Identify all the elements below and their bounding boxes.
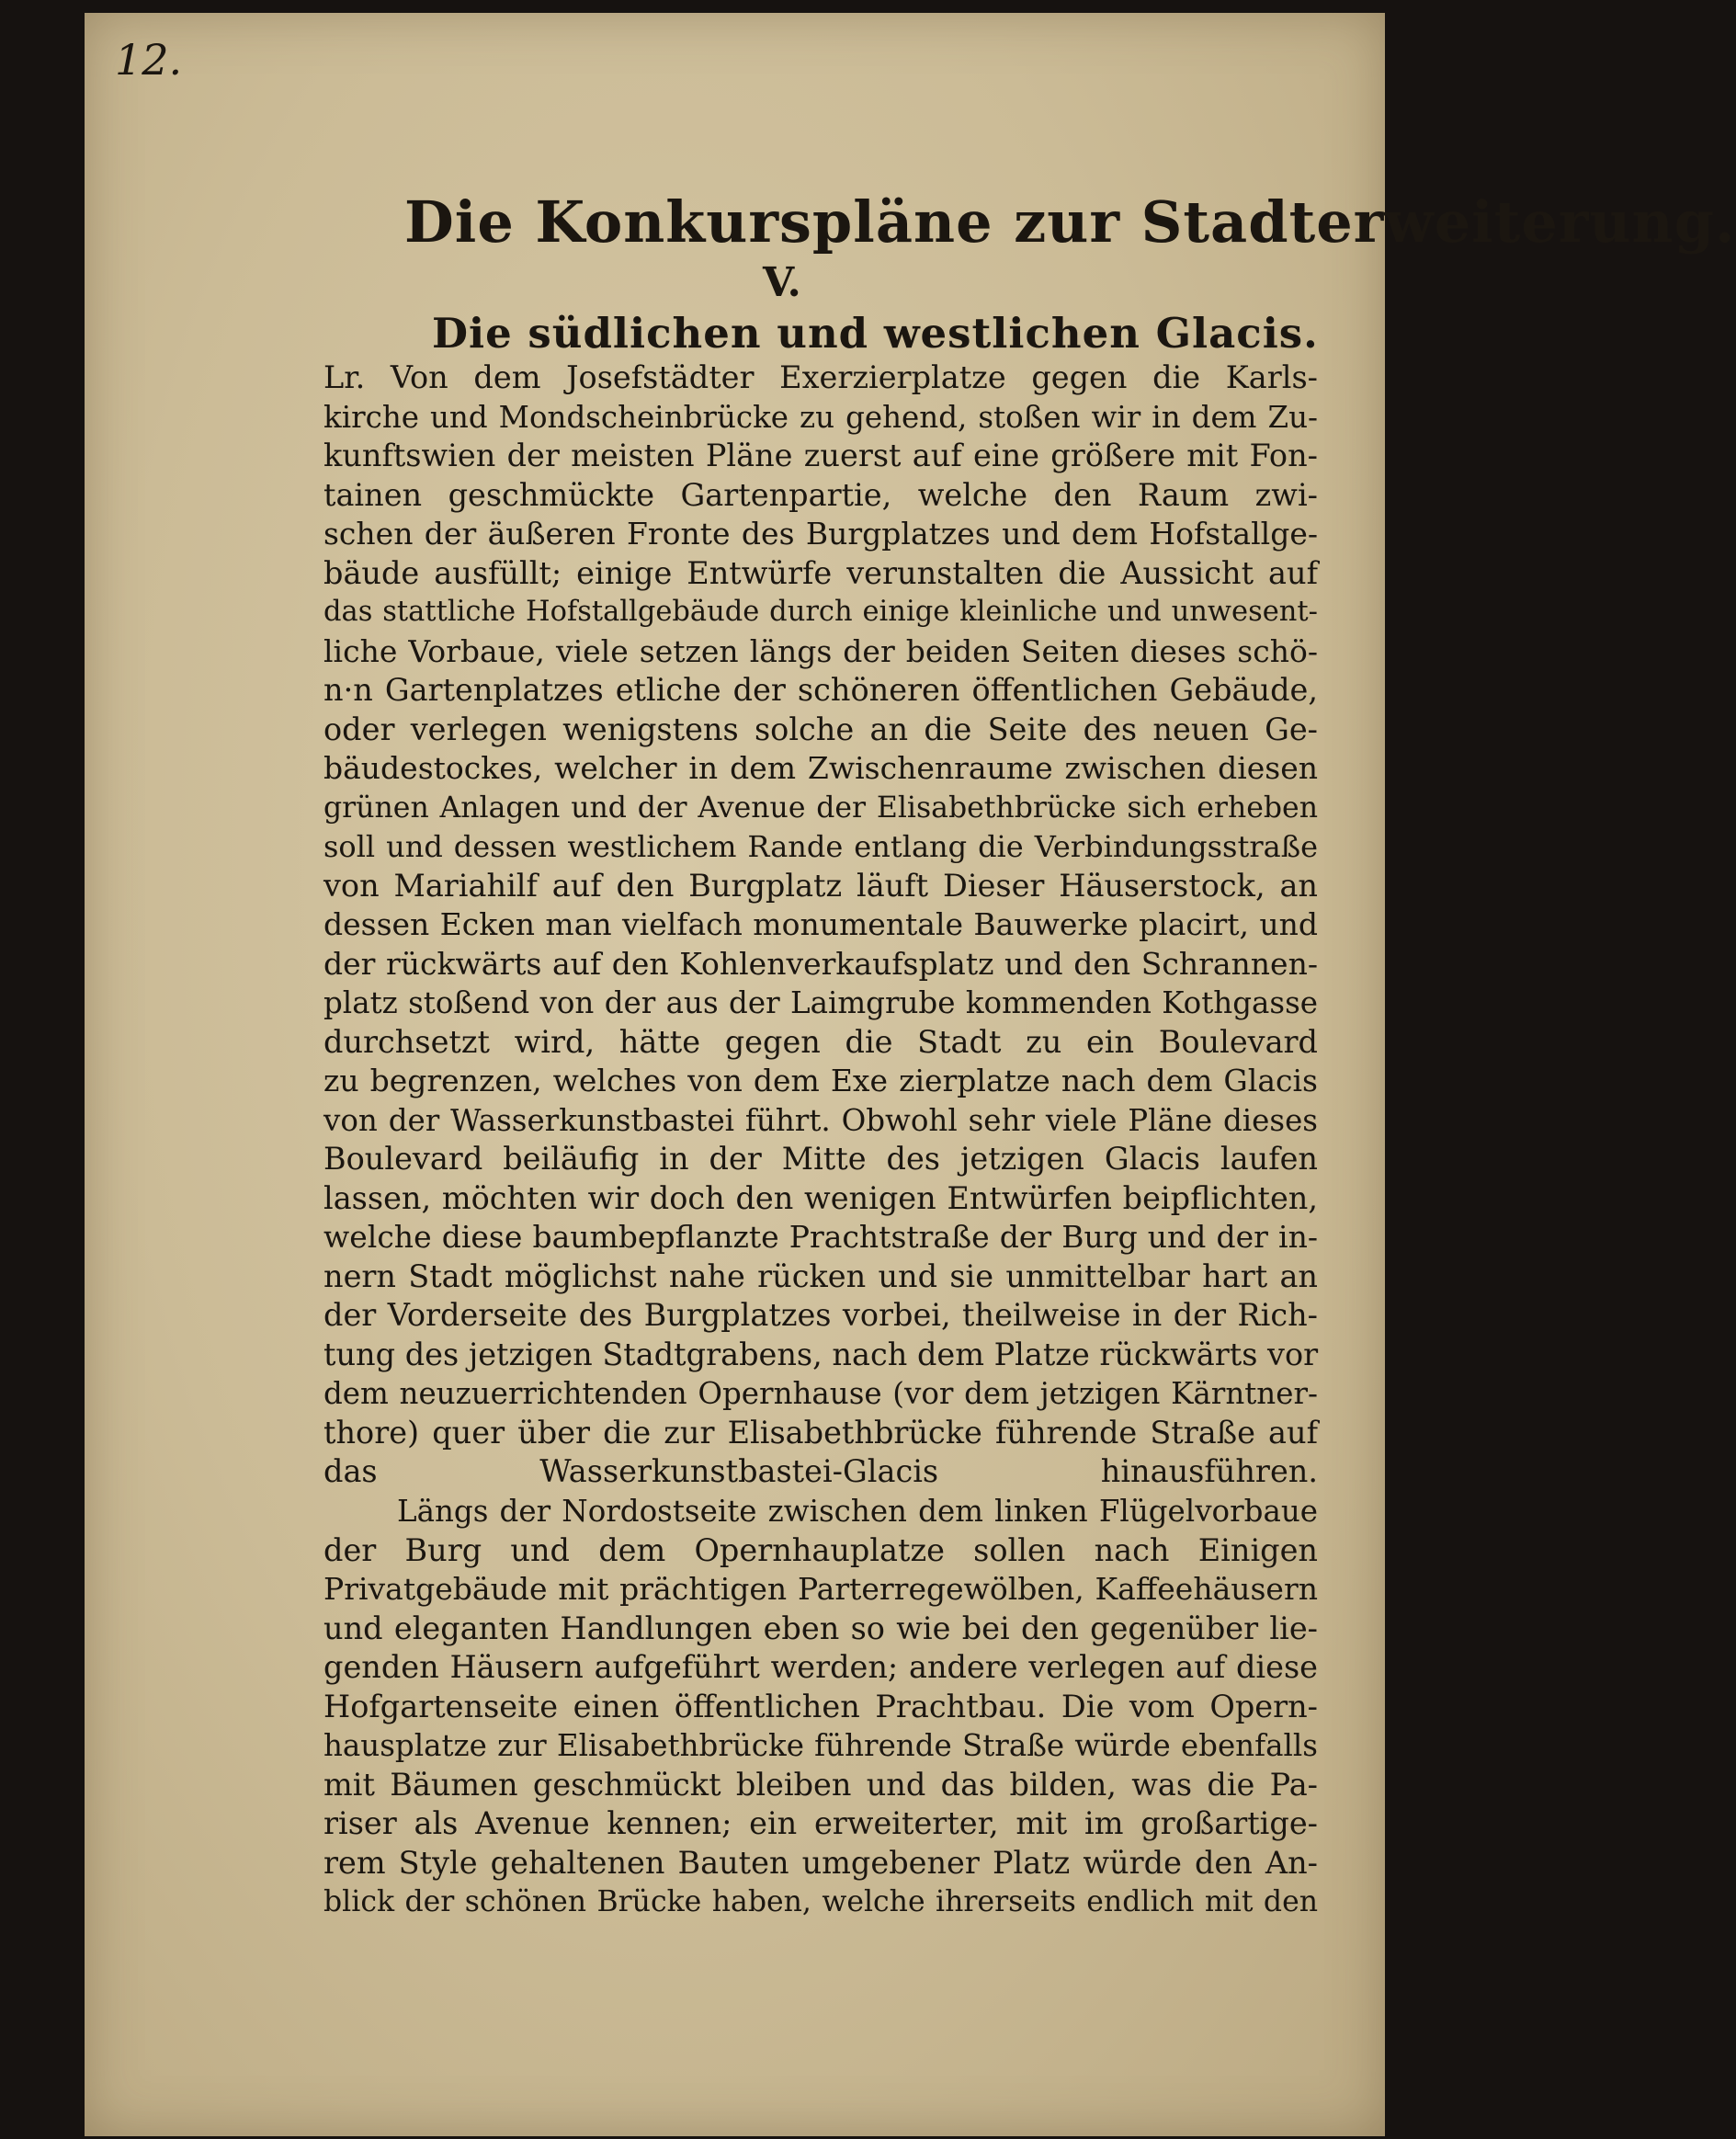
text-line: grünen Anlagen und der Avenue der Elisabethbrücke sich erheben	[323, 791, 1318, 825]
text-line: kirche und Mondscheinbrücke zu gehend, stoßen wir in dem Zu-	[323, 399, 1318, 435]
text-line: der Vorderseite des Burgplatzes vorbei, theilweise in der Rich-	[323, 1297, 1318, 1333]
text-line: lassen, möchten wir doch den wenigen Entwürfen beipflichten,	[323, 1179, 1318, 1216]
text-line: Boulevard beiläufig in der Mitte des jetzigen Glacis laufen	[323, 1141, 1318, 1177]
text-line: durchsetzt wird, hätte gegen die Stadt zu ein Boulevard	[323, 1023, 1318, 1060]
text-line: der Burg und dem Opernhauplatze sollen nach Einigen	[323, 1531, 1318, 1568]
text-line: schen der äußeren Fronte des Burgplatzes und dem Hofstallge-	[323, 516, 1318, 552]
text-line: tainen geschmückte Gartenpartie, welche den Raum zwi-	[323, 476, 1318, 513]
text-line: oder verlegen wenigstens solche an die Seite des neuen Ge-	[323, 711, 1318, 747]
text-line: das stattliche Hofstallgebäude durch einige kleinliche und unwesent-	[323, 596, 1318, 628]
text-line: mit Bäumen geschmückt bleiben und das bilden, was die Pa-	[323, 1766, 1318, 1803]
paragraph-2	[323, 1492, 1318, 1922]
text-line: von Mariahilf auf den Burgplatz läuft Dieser Häuserstock, an	[323, 867, 1318, 904]
text-line: zu begrenzen, welches von dem Exe zierplatze nach dem Glacis	[323, 1063, 1318, 1098]
text-line: tung des jetzigen Stadtgrabens, nach dem Platze rückwärts vor	[323, 1336, 1319, 1372]
text-line: und eleganten Handlungen eben so wie bei den gegenüber lie-	[323, 1610, 1318, 1646]
text-line: genden Häusern aufgeführt werden; andere verlegen auf diese	[323, 1649, 1318, 1685]
text-line: thore) quer über die zur Elisabethbrücke führende Straße auf	[323, 1414, 1318, 1451]
text-line: platz stoßend von der aus der Laimgrube kommenden Kothgasse	[323, 985, 1318, 1020]
text-line: von der Wasserkunstbastei führt. Obwohl sehr viele Pläne dieses	[323, 1102, 1318, 1138]
article-subtitle: Die südlichen und westlichen Glacis.	[432, 309, 1319, 358]
text-line: nern Stadt möglichst nahe rücken und sie unmittelbar hart an	[323, 1257, 1318, 1294]
text-line: n·n Gartenplatzes etliche der schöneren öffentlichen Gebäude,	[323, 672, 1318, 708]
article-title: Die Konkurspläne zur Stadterweiterung.	[404, 188, 1736, 256]
text-line: Privatgebäude mit prächtigen Parterregewölben, Kaffeehäusern	[323, 1571, 1318, 1607]
text-line: welche diese baumbepflanzte Prachtstraße der Burg und der in-	[323, 1219, 1318, 1255]
text-line: das Wasserkunstbastei-Glacis hinausführen.	[323, 1453, 1318, 1489]
text-line: kunftswien der meisten Pläne zuerst auf eine größere mit Fon-	[323, 438, 1318, 473]
text-line: Längs der Nordostseite zwischen dem linken Flügelvorbaue	[397, 1494, 1318, 1529]
text-line: riser als Avenue kennen; ein erweiterter, mit im großartige-	[323, 1805, 1318, 1841]
text-line: blick der schönen Brücke haben, welche ihrerseits endlich mit den	[323, 1885, 1318, 1918]
text-line: liche Vorbaue, viele setzen längs der beiden Seiten dieses schö-	[323, 632, 1318, 669]
text-line: bäudestockes, welcher in dem Zwischenraume zwischen diesen	[323, 750, 1318, 786]
text-line: dessen Ecken man vielfach monumentale Bauwerke placirt, und	[323, 906, 1318, 942]
text-line: rem Style gehaltenen Bauten umgebener Platz würde den An-	[323, 1844, 1318, 1881]
text-line: Lr. Von dem Josefstädter Exerzierplatze gegen die Karls-	[323, 359, 1318, 395]
text-line: hausplatze zur Elisabethbrücke führende Straße würde ebenfalls	[323, 1728, 1318, 1763]
text-line: Hofgartenseite einen öffentlichen Prachtbau. Die vom Opern-	[323, 1688, 1318, 1724]
text-line: soll und dessen westlichem Rande entlang die Verbindungsstraße	[323, 829, 1318, 864]
paragraph-1	[323, 358, 1318, 1492]
text-line: dem neuzuerrichtenden Opernhause (vor dem jetzigen Kärntner-	[323, 1376, 1318, 1411]
text-line: bäude ausfüllt; einige Entwürfe verunstalten die Aussicht auf	[323, 554, 1318, 591]
page-number: 12.	[115, 35, 183, 85]
section-numeral: V.	[763, 259, 801, 306]
text-line: der rückwärts auf den Kohlenverkaufsplatz und den Schrannen-	[323, 945, 1318, 982]
